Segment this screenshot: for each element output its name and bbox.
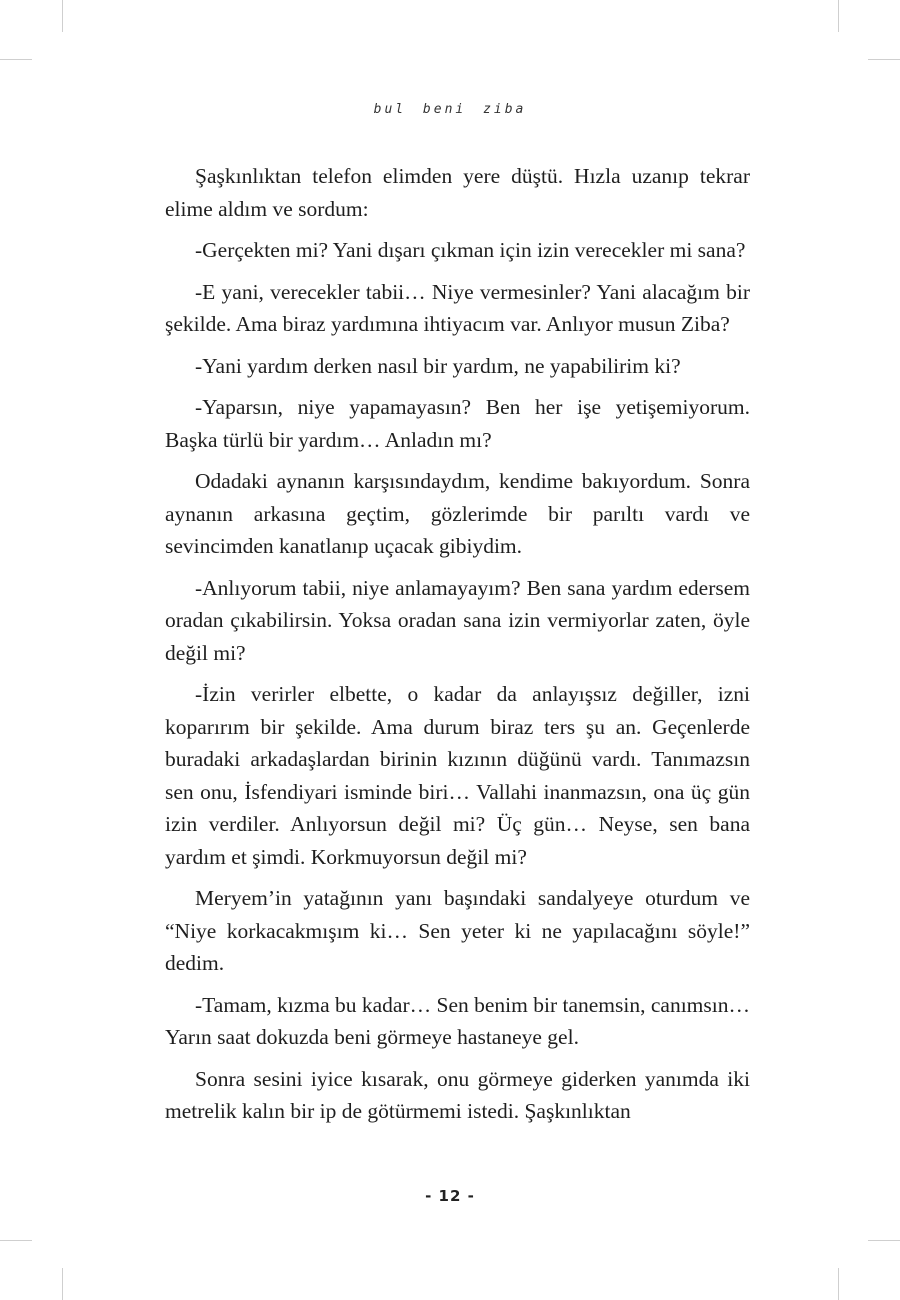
paragraph: -Yani yardım derken nasıl bir yardım, ne yapabilirim ki? bbox=[195, 353, 681, 378]
crop-mark-bottom-right bbox=[838, 1268, 839, 1300]
paragraph: -Yaparsın, niye yapamayasın? Ben her işe yetişemiyorum. Başka türlü bir yardım… Anladın mı? bbox=[165, 395, 750, 452]
running-head: bul beni ziba bbox=[373, 102, 527, 117]
paragraph: Sonra sesini iyice kısarak, onu görmeye giderken yanımda iki metrelik kalın bir ip de götürmemi istedi. Şaşkınlıktan bbox=[165, 1066, 750, 1123]
paragraph: -Tamam, kızma bu kadar… Sen benim bir tanemsin, canımsın… Yarın saat dokuzda beni görmeye hastaneye gel. bbox=[165, 992, 750, 1049]
crop-mark-right-top bbox=[868, 59, 900, 60]
paragraph: Odadaki aynanın karşısındaydım, kendime bakıyordum. Sonra aynanın arkasına geçtim, gözlerimde bir parıltı vardı ve sevincimden kanatlanıp uçacak gibiydim. bbox=[165, 469, 750, 558]
crop-mark-right-bottom bbox=[868, 1240, 900, 1241]
paragraph: -Anlıyorum tabii, niye anlamayayım? Ben sana yardım edersem oradan çıkabilirsin. Yoksa oradan sana izin vermiyorlar zaten, öyle değil mi? bbox=[165, 575, 750, 665]
crop-mark-bottom-left bbox=[62, 1268, 63, 1300]
crop-mark-left-bottom bbox=[0, 1240, 32, 1241]
crop-mark-top-left bbox=[62, 0, 63, 32]
page-number: - 12 - bbox=[425, 1187, 475, 1205]
crop-mark-left-top bbox=[0, 59, 32, 60]
paragraph: Şaşkınlıktan telefon elimden yere düştü. Hızla uzanıp tekrar elime aldım ve sordum: bbox=[165, 164, 750, 221]
paragraph: Meryem’in yatağının yanı başındaki sandalyeye oturdum ve “Niye korkacakmışım ki… Sen yeter ki ne yapılacağını söyle!” dedim. bbox=[165, 886, 750, 975]
paragraph: -Gerçekten mi? Yani dışarı çıkman için izin verecekler mi sana? bbox=[195, 238, 746, 262]
body-text bbox=[165, 160, 750, 1137]
paragraph: -E yani, verecekler tabii… Niye vermesinler? Yani alacağım bir şekilde. Ama biraz yardımına ihtiyacım var. Anlıyor musun Ziba? bbox=[165, 279, 750, 336]
crop-mark-top-right bbox=[838, 0, 839, 32]
paragraph: -İzin verirler elbette, o kadar da anlayışsız değiller, izni koparırım bir şekilde. Ama durum biraz ters şu an. Geçenlerde buradaki arkadaşlardan birinin kızının düğünü vardı. Tanımazsın sen onu, İsfendiyari isminde biri… Vallahi inanmazsın, ona üç gün izin verdiler. Anlıyorsun değil mi? Üç gün… Neyse, sen bana yardım et şimdi. Korkmuyorsun değil mi? bbox=[165, 682, 750, 869]
